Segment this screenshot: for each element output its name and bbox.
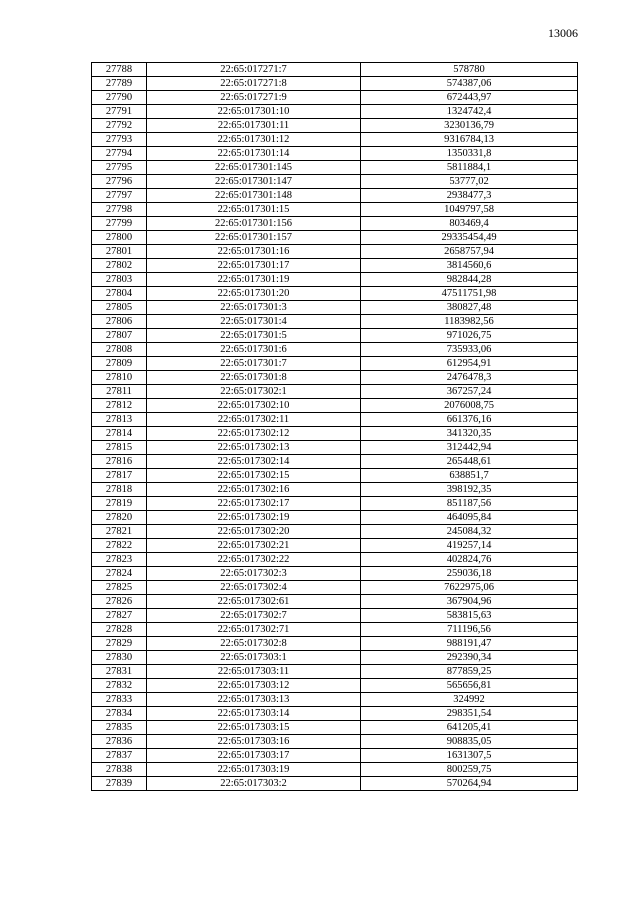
- value-cell: 988191,47: [361, 637, 578, 651]
- table-row: [92, 217, 578, 231]
- table-row: [92, 651, 578, 665]
- table-row: [92, 539, 578, 553]
- cadastral-number-cell: 22:65:017301:20: [147, 287, 361, 301]
- table-row: [92, 147, 578, 161]
- table-row: [92, 721, 578, 735]
- cadastral-number-cell: 22:65:017303:1: [147, 651, 361, 665]
- value-cell: 578780: [361, 63, 578, 77]
- value-cell: 612954,91: [361, 357, 578, 371]
- value-cell: 908835,05: [361, 735, 578, 749]
- cadastral-number-cell: 22:65:017301:145: [147, 161, 361, 175]
- table-row: [92, 371, 578, 385]
- table-body: [92, 63, 578, 791]
- table-row: [92, 133, 578, 147]
- value-cell: 29335454,49: [361, 231, 578, 245]
- value-cell: 3230136,79: [361, 119, 578, 133]
- table-row: [92, 483, 578, 497]
- value-cell: 971026,75: [361, 329, 578, 343]
- cadastral-number-cell: 22:65:017301:11: [147, 119, 361, 133]
- cadastral-number-cell: 22:65:017301:15: [147, 203, 361, 217]
- row-number-cell: 27816: [92, 455, 147, 469]
- row-number-cell: 27824: [92, 567, 147, 581]
- value-cell: 1183982,56: [361, 315, 578, 329]
- cadastral-number-cell: 22:65:017302:1: [147, 385, 361, 399]
- cadastral-number-cell: 22:65:017301:12: [147, 133, 361, 147]
- cadastral-number-cell: 22:65:017301:5: [147, 329, 361, 343]
- value-cell: 2476478,3: [361, 371, 578, 385]
- cadastral-number-cell: 22:65:017301:14: [147, 147, 361, 161]
- cadastral-number-cell: 22:65:017303:15: [147, 721, 361, 735]
- cadastral-number-cell: 22:65:017301:4: [147, 315, 361, 329]
- table-row: [92, 63, 578, 77]
- table-row: [92, 385, 578, 399]
- table-row: [92, 455, 578, 469]
- cadastral-number-cell: 22:65:017271:8: [147, 77, 361, 91]
- cadastral-number-cell: 22:65:017302:4: [147, 581, 361, 595]
- row-number-cell: 27831: [92, 665, 147, 679]
- table-row: [92, 735, 578, 749]
- value-cell: 245084,32: [361, 525, 578, 539]
- cadastral-number-cell: 22:65:017302:17: [147, 497, 361, 511]
- row-number-cell: 27791: [92, 105, 147, 119]
- cadastral-number-cell: 22:65:017302:12: [147, 427, 361, 441]
- row-number-cell: 27796: [92, 175, 147, 189]
- table-row: [92, 203, 578, 217]
- row-number-cell: 27833: [92, 693, 147, 707]
- value-cell: 583815,63: [361, 609, 578, 623]
- row-number-cell: 27807: [92, 329, 147, 343]
- cadastral-number-cell: 22:65:017302:13: [147, 441, 361, 455]
- table-row: [92, 161, 578, 175]
- row-number-cell: 27803: [92, 273, 147, 287]
- table-row: [92, 427, 578, 441]
- table-row: [92, 259, 578, 273]
- value-cell: 367904,96: [361, 595, 578, 609]
- value-cell: 2938477,3: [361, 189, 578, 203]
- value-cell: 735933,06: [361, 343, 578, 357]
- row-number-cell: 27822: [92, 539, 147, 553]
- row-number-cell: 27794: [92, 147, 147, 161]
- table-row: [92, 119, 578, 133]
- row-number-cell: 27795: [92, 161, 147, 175]
- row-number-cell: 27828: [92, 623, 147, 637]
- table-row: [92, 525, 578, 539]
- table-row: [92, 77, 578, 91]
- cadastral-number-cell: 22:65:017302:15: [147, 469, 361, 483]
- table-row: [92, 567, 578, 581]
- value-cell: 464095,84: [361, 511, 578, 525]
- value-cell: 711196,56: [361, 623, 578, 637]
- value-cell: 367257,24: [361, 385, 578, 399]
- cadastral-number-cell: 22:65:017301:8: [147, 371, 361, 385]
- value-cell: 324992: [361, 693, 578, 707]
- value-cell: 3814560,6: [361, 259, 578, 273]
- cadastral-number-cell: 22:65:017303:19: [147, 763, 361, 777]
- row-number-cell: 27812: [92, 399, 147, 413]
- value-cell: 5811884,1: [361, 161, 578, 175]
- table-row: [92, 623, 578, 637]
- table-row: [92, 287, 578, 301]
- row-number-cell: 27788: [92, 63, 147, 77]
- table-row: [92, 497, 578, 511]
- page-number: 13006: [548, 26, 578, 40]
- value-cell: 574387,06: [361, 77, 578, 91]
- row-number-cell: 27830: [92, 651, 147, 665]
- table-row: [92, 301, 578, 315]
- table-row: [92, 693, 578, 707]
- cadastral-number-cell: 22:65:017302:10: [147, 399, 361, 413]
- table-row: [92, 189, 578, 203]
- cadastral-number-cell: 22:65:017301:156: [147, 217, 361, 231]
- value-cell: 292390,34: [361, 651, 578, 665]
- table-row: [92, 749, 578, 763]
- cadastral-number-cell: 22:65:017303:13: [147, 693, 361, 707]
- value-cell: 661376,16: [361, 413, 578, 427]
- row-number-cell: 27813: [92, 413, 147, 427]
- row-number-cell: 27823: [92, 553, 147, 567]
- table-row: [92, 245, 578, 259]
- cadastral-number-cell: 22:65:017301:3: [147, 301, 361, 315]
- cadastral-number-cell: 22:65:017302:16: [147, 483, 361, 497]
- cadastral-number-cell: 22:65:017303:17: [147, 749, 361, 763]
- cadastral-number-cell: 22:65:017302:8: [147, 637, 361, 651]
- value-cell: 298351,54: [361, 707, 578, 721]
- value-cell: 402824,76: [361, 553, 578, 567]
- row-number-cell: 27801: [92, 245, 147, 259]
- cadastral-number-cell: 22:65:017301:16: [147, 245, 361, 259]
- cadastral-number-cell: 22:65:017303:16: [147, 735, 361, 749]
- row-number-cell: 27808: [92, 343, 147, 357]
- table-row: [92, 441, 578, 455]
- row-number-cell: 27806: [92, 315, 147, 329]
- cadastral-number-cell: 22:65:017301:157: [147, 231, 361, 245]
- cadastral-number-cell: 22:65:017302:22: [147, 553, 361, 567]
- table-row: [92, 231, 578, 245]
- table-row: [92, 329, 578, 343]
- row-number-cell: 27815: [92, 441, 147, 455]
- table-row: [92, 91, 578, 105]
- row-number-cell: 27839: [92, 777, 147, 791]
- row-number-cell: 27800: [92, 231, 147, 245]
- row-number-cell: 27837: [92, 749, 147, 763]
- table-row: [92, 469, 578, 483]
- value-cell: 341320,35: [361, 427, 578, 441]
- cadastral-number-cell: 22:65:017303:2: [147, 777, 361, 791]
- cadastral-number-cell: 22:65:017303:14: [147, 707, 361, 721]
- value-cell: 877859,25: [361, 665, 578, 679]
- value-cell: 641205,41: [361, 721, 578, 735]
- cadastral-number-cell: 22:65:017301:148: [147, 189, 361, 203]
- row-number-cell: 27832: [92, 679, 147, 693]
- table-row: [92, 511, 578, 525]
- value-cell: 47511751,98: [361, 287, 578, 301]
- row-number-cell: 27790: [92, 91, 147, 105]
- value-cell: 803469,4: [361, 217, 578, 231]
- table-row: [92, 553, 578, 567]
- cadastral-number-cell: 22:65:017302:21: [147, 539, 361, 553]
- cadastral-number-cell: 22:65:017301:6: [147, 343, 361, 357]
- table-row: [92, 637, 578, 651]
- table-row: [92, 777, 578, 791]
- row-number-cell: 27802: [92, 259, 147, 273]
- value-cell: 1324742,4: [361, 105, 578, 119]
- value-cell: 380827,48: [361, 301, 578, 315]
- row-number-cell: 27811: [92, 385, 147, 399]
- cadastral-number-cell: 22:65:017302:71: [147, 623, 361, 637]
- value-cell: 1631307,5: [361, 749, 578, 763]
- row-number-cell: 27821: [92, 525, 147, 539]
- value-cell: 312442,94: [361, 441, 578, 455]
- row-number-cell: 27835: [92, 721, 147, 735]
- value-cell: 638851,7: [361, 469, 578, 483]
- row-number-cell: 27810: [92, 371, 147, 385]
- row-number-cell: 27825: [92, 581, 147, 595]
- value-cell: 672443,97: [361, 91, 578, 105]
- table-row: [92, 763, 578, 777]
- cadastral-number-cell: 22:65:017301:147: [147, 175, 361, 189]
- table-row: [92, 175, 578, 189]
- row-number-cell: 27820: [92, 511, 147, 525]
- row-number-cell: 27804: [92, 287, 147, 301]
- cadastral-number-cell: 22:65:017302:19: [147, 511, 361, 525]
- value-cell: 259036,18: [361, 567, 578, 581]
- table-row: [92, 357, 578, 371]
- value-cell: 565656,81: [361, 679, 578, 693]
- table-row: [92, 315, 578, 329]
- cadastral-number-cell: 22:65:017302:7: [147, 609, 361, 623]
- table-row: [92, 105, 578, 119]
- table-row: [92, 609, 578, 623]
- row-number-cell: 27838: [92, 763, 147, 777]
- cadastral-number-cell: 22:65:017303:12: [147, 679, 361, 693]
- table-row: [92, 343, 578, 357]
- cadastral-value-table: [91, 62, 578, 791]
- value-cell: 265448,61: [361, 455, 578, 469]
- value-cell: 982844,28: [361, 273, 578, 287]
- cadastral-number-cell: 22:65:017302:61: [147, 595, 361, 609]
- cadastral-number-cell: 22:65:017302:3: [147, 567, 361, 581]
- value-cell: 2076008,75: [361, 399, 578, 413]
- table-row: [92, 707, 578, 721]
- row-number-cell: 27792: [92, 119, 147, 133]
- cadastral-number-cell: 22:65:017301:19: [147, 273, 361, 287]
- value-cell: 398192,35: [361, 483, 578, 497]
- row-number-cell: 27797: [92, 189, 147, 203]
- value-cell: 1350331,8: [361, 147, 578, 161]
- value-cell: 851187,56: [361, 497, 578, 511]
- cadastral-number-cell: 22:65:017301:10: [147, 105, 361, 119]
- cadastral-number-cell: 22:65:017303:11: [147, 665, 361, 679]
- value-cell: 1049797,58: [361, 203, 578, 217]
- table-row: [92, 595, 578, 609]
- row-number-cell: 27814: [92, 427, 147, 441]
- cadastral-number-cell: 22:65:017302:20: [147, 525, 361, 539]
- row-number-cell: 27799: [92, 217, 147, 231]
- row-number-cell: 27834: [92, 707, 147, 721]
- cadastral-number-cell: 22:65:017271:9: [147, 91, 361, 105]
- row-number-cell: 27805: [92, 301, 147, 315]
- value-cell: 2658757,94: [361, 245, 578, 259]
- cadastral-number-cell: 22:65:017301:7: [147, 357, 361, 371]
- cadastral-number-cell: 22:65:017301:17: [147, 259, 361, 273]
- row-number-cell: 27819: [92, 497, 147, 511]
- row-number-cell: 27789: [92, 77, 147, 91]
- cadastral-number-cell: 22:65:017271:7: [147, 63, 361, 77]
- value-cell: 570264,94: [361, 777, 578, 791]
- cadastral-number-cell: 22:65:017302:14: [147, 455, 361, 469]
- row-number-cell: 27827: [92, 609, 147, 623]
- table-row: [92, 679, 578, 693]
- row-number-cell: 27817: [92, 469, 147, 483]
- row-number-cell: 27836: [92, 735, 147, 749]
- cadastral-number-cell: 22:65:017302:11: [147, 413, 361, 427]
- row-number-cell: 27793: [92, 133, 147, 147]
- table-row: [92, 399, 578, 413]
- row-number-cell: 27826: [92, 595, 147, 609]
- value-cell: 7622975,06: [361, 581, 578, 595]
- row-number-cell: 27798: [92, 203, 147, 217]
- row-number-cell: 27818: [92, 483, 147, 497]
- row-number-cell: 27809: [92, 357, 147, 371]
- table-row: [92, 581, 578, 595]
- value-cell: 800259,75: [361, 763, 578, 777]
- value-cell: 53777,02: [361, 175, 578, 189]
- table-row: [92, 665, 578, 679]
- value-cell: 419257,14: [361, 539, 578, 553]
- value-cell: 9316784,13: [361, 133, 578, 147]
- table-row: [92, 413, 578, 427]
- row-number-cell: 27829: [92, 637, 147, 651]
- table-row: [92, 273, 578, 287]
